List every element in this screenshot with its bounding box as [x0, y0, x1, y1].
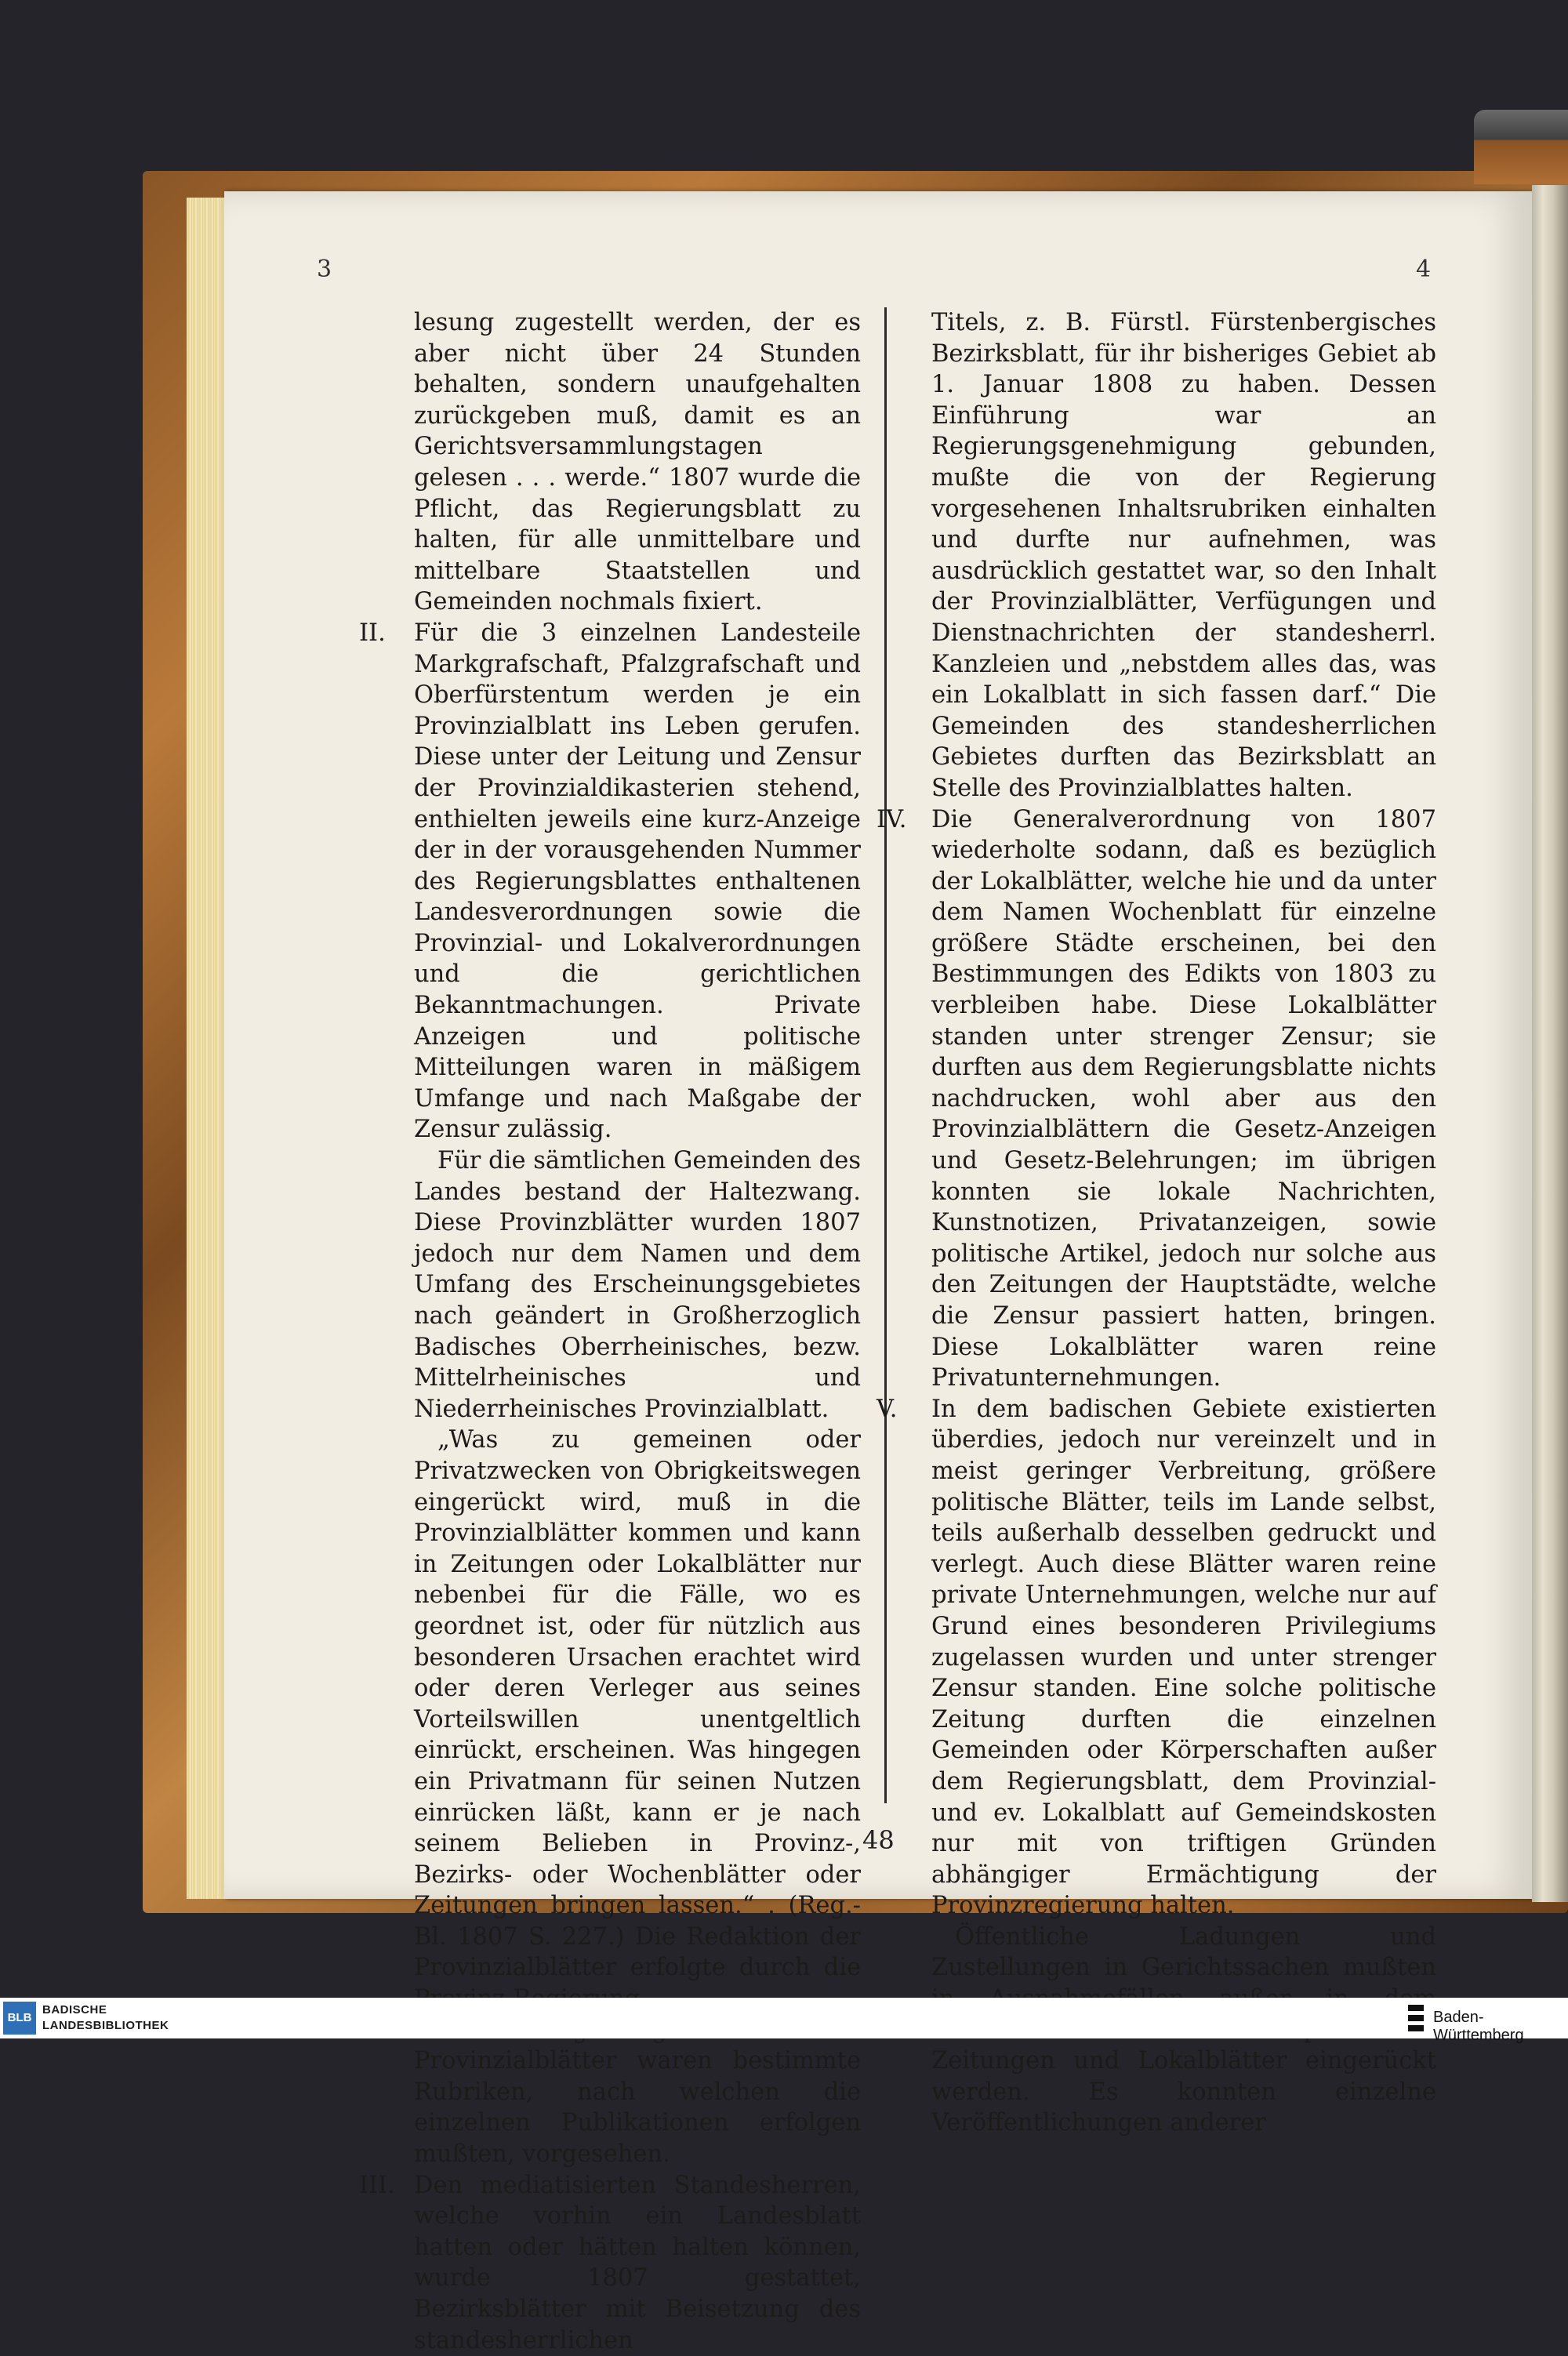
- section-number: IV.: [877, 805, 907, 833]
- library-name-line2: LANDESBIBLIOTHEK: [42, 2019, 169, 2032]
- section-text: Die Generalverordnung von 1807 wiederholte sodann, daß es bezüglich der Lokalblätter, welche hie und da unter dem Namen Wochenblatt für einzelne größere Städte erscheinen, bei den Bestimmungen des Edikts von 1803 zu verbleiben habe. Diese Lokalblätter standen unter strenger Zensur; sie durften aus dem Regierungsblatte nichts nachdrucken, wohl aber aus den Provinzialblättern die Gesetz-Anzeigen und Gesetz-Belehrungen; im übrigen konnten sie lokale Nachrichten, Kunstnotizen, Privatanzeigen, sowie politische Artikel, jedoch nur solche aus den Zeitungen der Hauptstädte, welche die Zensur passiert hatten, bringen. Diese Lokalblätter waren reine Privatunternehmungen.: [931, 805, 1436, 1392]
- page-edges: [187, 198, 226, 1899]
- section-ii: [359, 618, 861, 1145]
- section-iv: [877, 804, 1436, 1394]
- section-text: Für die 3 einzelnen Landesteile Markgrafschaft, Pfalzgrafschaft und Oberfürstentum werden je ein Provinzialblatt ins Leben gerufen. Diese unter der Leitung und Zensur der Provinzialdikasterien stehend, enthielten jeweils eine kurz-Anzeige der in der vorausgehenden Nummer des Regierungsblattes enthaltenen Landesverordnungen sowie die Provinzial- und Lokalverordnungen und die gerichtlichen Bekanntmachungen. Private Anzeigen und politische Mitteilungen waren in mäßigem Umfange und nach Maßgabe der Zensur zulässig.: [414, 619, 861, 1144]
- footer-bar: [0, 1998, 1568, 2044]
- corner-number-left: 3: [317, 256, 332, 283]
- paragraph: „Was zu gemeinen oder Privatzwecken von Obrigkeitswegen eingerückt wird, muß in die Provinzialblätter kommen und kann in Zeitungen oder Lokalblätter nur nebenbei für die Fälle, wo es geordnet ist, oder für nützlich aus besonderen Ursachen erachtet wird oder deren Verleger aus seines Vorteilswillen unentgeltlich einrückt, erscheinen. Was hingegen ein Privatmann für seinen Nutzen einrücken läßt, kann er je nach seinem Belieben in Provinz-, Bezirks- oder Wochenblätter oder Zeitungen bringen lassen.“ . (Reg.-Bl. 1807 S. 227.) Die Redaktion der Provinzialblätter erfolgte durch die: [414, 1426, 861, 1982]
- adjacent-book-spine: [1474, 110, 1568, 184]
- section-text: In dem badischen Gebiete existierten überdies, jedoch nur vereinzelt und in meist geringer Verbreitung, größere politische Blätter, teils im Lande selbst, teils außerhalb desselben gedruckt und verlegt. Auch diese Blätter waren reine private Unternehmungen, welche nur auf Grund eines besonderen Privilegiums zugelassen wurden und unter strenger Zensur standen. Eine solche politische Zeitung durften die einzelnen Gemeinden oder Körperschaften außer dem Regierungsblatt, dem Provinzial- und ev. Lokalblatt auf Gemeindskosten nur mit von triftigen Gründen abhängiger Ermächtigung der Provinzregierung halten.: [931, 1395, 1436, 1920]
- paragraph: Öffentliche Ladungen und Zustellungen in Gerichtssachen mußten Zeitungen und Lokalblätter eingerückt werden. Es konnten einzelne Veröffentlichungen anderer: [931, 1922, 1436, 2137]
- page-gutter: [1532, 185, 1568, 1902]
- state-name: Baden-Württemberg: [1433, 2009, 1524, 2044]
- library-name: [42, 2002, 169, 2034]
- paragraph: Titels, z. B. Fürstl. Fürstenbergisches Bezirksblatt, für ihr bisheriges Gebiet ab 1. Januar 1808 zu haben. Dessen Einführung war an Regierungsgenehmigung gebunden, mußte die von der Regierung vorgesehenen Inhaltsrubriken einhalten und durfte nur aufnehmen, was ausdrücklich gestattet war, so den Inhalt der Provinzialblätter, Verfügungen und Dienstnachrichten der standesherrl. Kanzleien und „nebstdem alles das, was ein Lokalblatt in sich fassen darf.“ Die Gemeinden des standesherrlichen Gebietes durften das Bezirksblatt an Stelle des Provinzialblattes halten.: [931, 309, 1436, 802]
- paragraph: lesung zugestellt werden, der es aber nicht über 24 Stunden behalten, sondern unaufgehalten zurückgeben muß, damit es an Gerichtsversammlungstagen gelesen . . . werde.“ 1807 wurde die Pflicht, das Regierungsblatt zu halten, für alle unmittelbare und mittelbare Staatstellen und Gemeinden nochmals fixiert.: [414, 309, 861, 616]
- page-number: 48: [862, 1825, 895, 1855]
- left-column: [359, 307, 861, 2356]
- paragraph: Provinzialblätter waren bestimmte Rubriken, nach welchen die einzelnen Publikationen erfolgen mußten, vorgesehen.: [414, 2047, 861, 2169]
- section-text: Den mediatisierten Standesherren, welche vorhin ein Landesblatt hatten oder hätten halten können, wurde 1807 gestattet, Bezirksblätter mit Beisetzung des standesherrlichen: [414, 2171, 861, 2354]
- baden-wuerttemberg-lions-icon[interactable]: [1406, 2002, 1425, 2035]
- section-iii: [359, 2170, 861, 2356]
- section-number: V.: [877, 1395, 898, 1423]
- corner-number-right: 4: [1416, 256, 1432, 283]
- section-v: [877, 1394, 1436, 1922]
- section-number: III.: [359, 2171, 395, 2199]
- blb-logo[interactable]: BLB: [3, 2002, 36, 2035]
- paragraph: Für die sämtlichen Gemeinden des Landes bestand der Haltezwang. Diese Provinzblätter wurden 1807 jedoch nur dem Namen und dem Umfang des Erscheinungsgebietes nach geändert in Großherzoglich Badisches Oberrheinisches, bezw. Mittelrheinisches und Niederrheinisches Provinzialblatt.: [414, 1147, 861, 1423]
- section-number: II.: [359, 619, 386, 647]
- library-name-line1: BADISCHE: [42, 2003, 107, 2017]
